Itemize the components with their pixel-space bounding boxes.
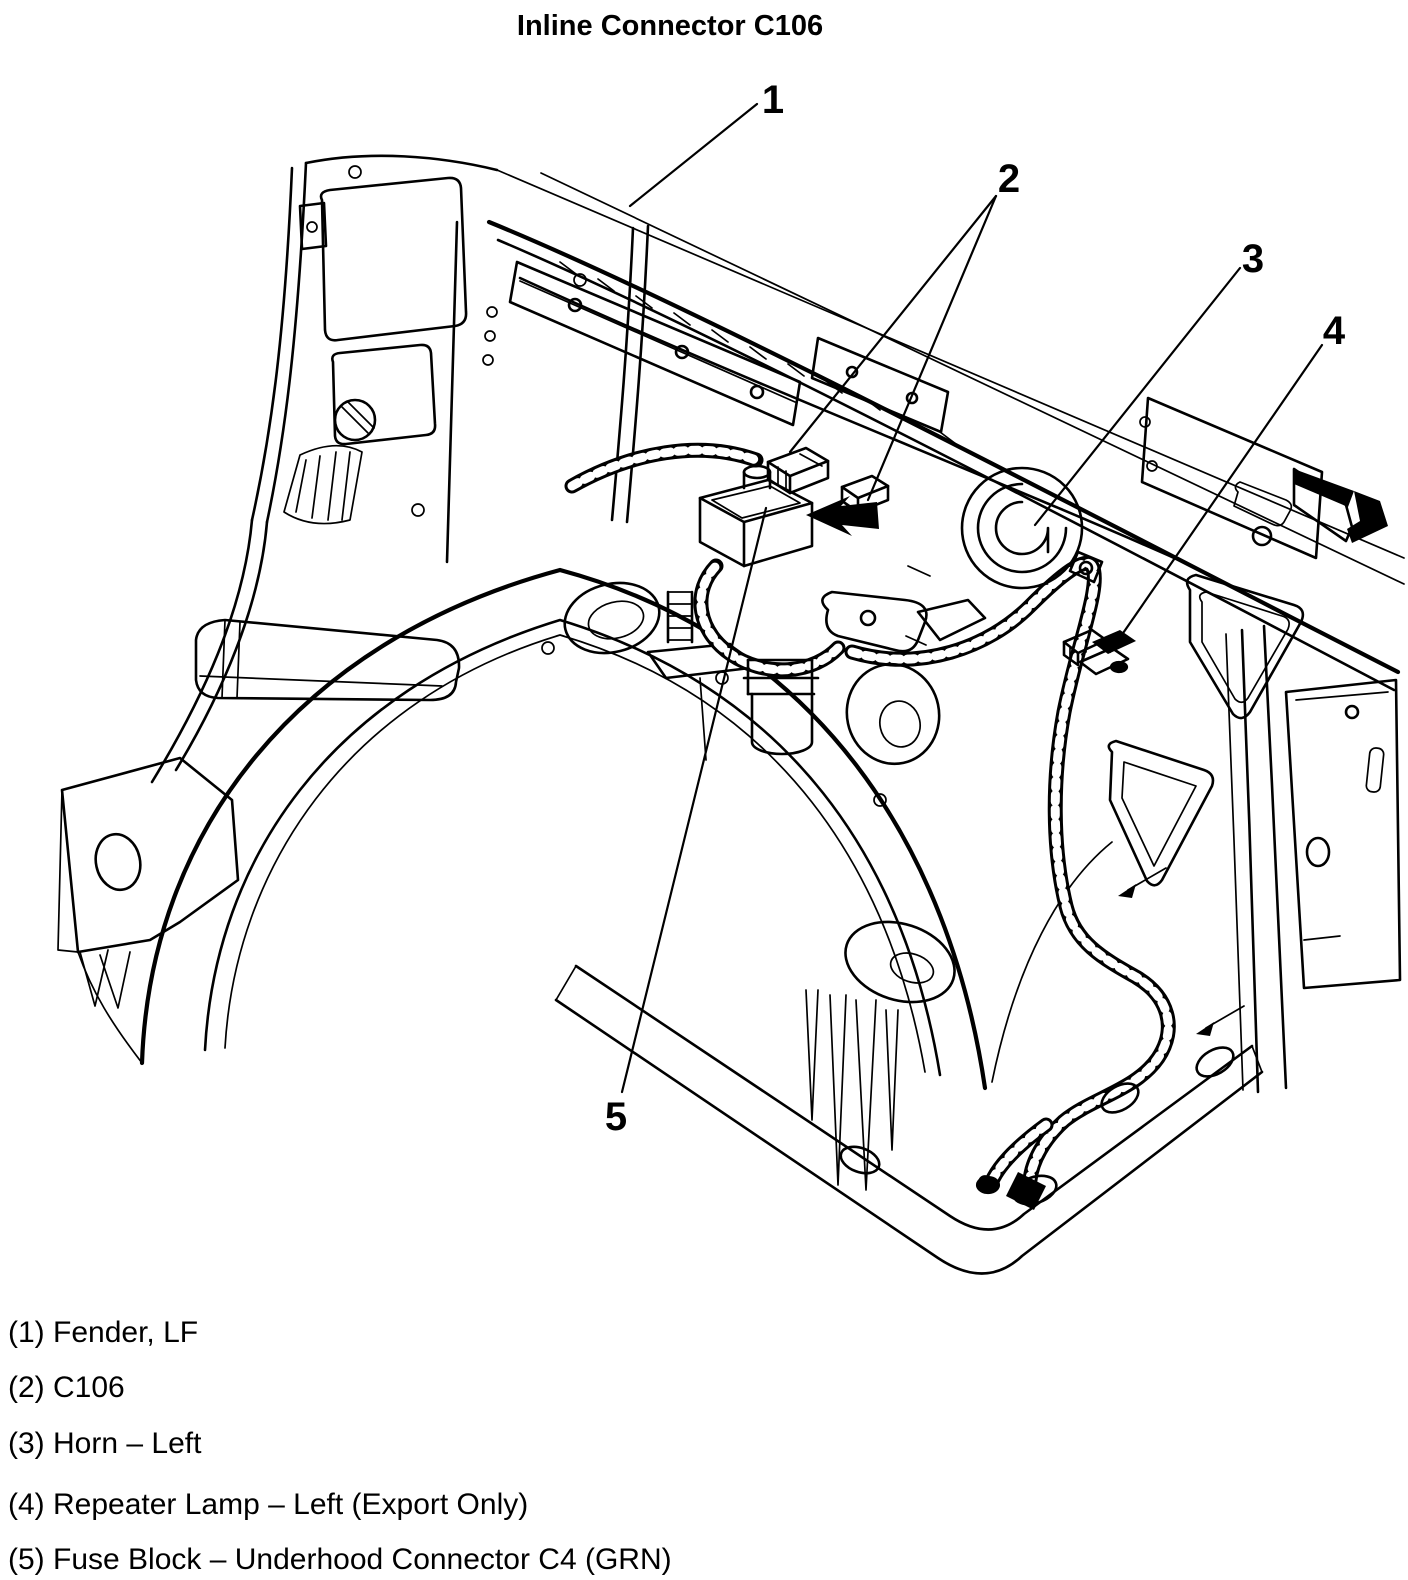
legend-item-4: (4) Repeater Lamp – Left (Export Only) <box>8 1488 529 1521</box>
legend-item-3: (3) Horn – Left <box>8 1427 202 1460</box>
splash-shield <box>556 909 1262 1274</box>
callout-1-label: 1 <box>761 78 785 122</box>
legend-item-5: (5) Fuse Block – Underhood Connector C4 (GRN) <box>8 1543 672 1576</box>
legend-item-2: (2) C106 <box>8 1371 125 1404</box>
diagram-title: Inline Connector C106 <box>516 10 824 42</box>
c106-connector <box>768 448 888 536</box>
callout-5-label: 5 <box>604 1095 628 1139</box>
legend-item-1: (1) Fender, LF <box>8 1316 199 1349</box>
harness-clip-arrows <box>1118 868 1244 1036</box>
lower-left-bracket <box>58 758 238 1063</box>
hinge-pillar <box>152 156 648 782</box>
callout-3-label: 3 <box>1241 237 1265 281</box>
callout-4-label: 4 <box>1322 309 1346 353</box>
callout-2-label: 2 <box>997 157 1021 201</box>
horn-left <box>744 468 1102 772</box>
